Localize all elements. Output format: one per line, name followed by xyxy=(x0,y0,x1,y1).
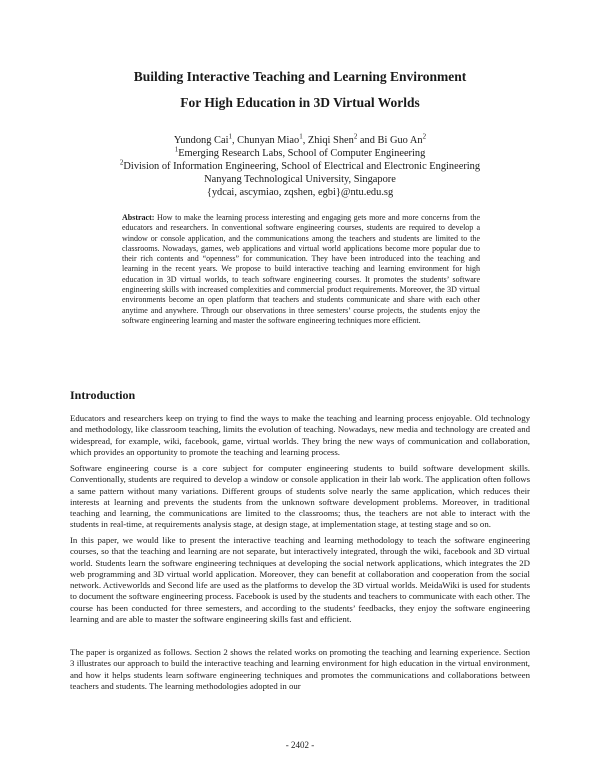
university: Nanyang Technological University, Singapore xyxy=(204,174,396,185)
abstract xyxy=(122,213,480,326)
affiliation-marker: 2 xyxy=(353,132,358,141)
affiliation-marker: 2 xyxy=(422,132,427,141)
author-emails: {ydcai, ascymiao, zqshen, egbi}@ntu.edu.sg xyxy=(206,187,394,198)
page-number: - 2402 - xyxy=(285,740,315,750)
affiliation-marker: 1 xyxy=(228,132,232,141)
affiliation-marker: 1 xyxy=(299,132,303,141)
abstract-label: Abstract: xyxy=(122,213,155,222)
author-name: , Chunyan Miao xyxy=(231,135,300,146)
affiliation-text: Emerging Research Labs, School of Computer Engineering xyxy=(178,148,426,159)
author-name: and Bi Guo An xyxy=(357,135,423,146)
affiliation-2 xyxy=(0,160,600,173)
affiliation-1 xyxy=(0,147,600,160)
section-heading-introduction: Introduction xyxy=(70,388,136,402)
author-name: Yundong Cai xyxy=(173,135,229,146)
author-name: , Zhiqi Shen xyxy=(302,135,354,146)
body-paragraph: In this paper, we would like to present the interactive teaching and learning methodology to teach the software engineering courses, so that the teaching and learning are not separate, but interactively integrated, through the wiki, facebook and 3D virtual world. Students learn the software engineering techniques at developing the social network applications, which integrates the 2D web programming and 3D virtual world application. Moreover, they can benefit at collaboration and cooperation from the social network. Activeworlds and Second life are used as the platforms to develop the 3D virtual worlds. MeidaWiki is used for students to document the software engineering process. Facebook is used by the students and teachers to communicate with each other. The course has been conducted for three semesters, and according to the students’ feedbacks, they enjoy the software engineering learning and are able to master the software engineering skills fast and efficient. xyxy=(70,535,530,624)
author-block xyxy=(0,134,600,199)
paper-title-line-2: For High Education in 3D Virtual Worlds xyxy=(180,95,420,110)
body-paragraph: The paper is organized as follows. Section 2 shows the related works on promoting the teaching and learning experience. Section 3 illustrates our approach to build the interactive teaching and learning environment for high education in the virtual environment, and how it helps students learn software engineering techniques and promotes the communications and collaborations between teachers and students. The learning methodologies adopted in our xyxy=(70,647,530,691)
body-paragraph: Educators and researchers keep on trying to find the ways to make the teaching and learning process enjoyable. Old technology and methodology, like classroom teaching, limits the evolution of teaching. Nowadays, new media and technology are created and widespread, for example, wiki, facebook, game, virtual worlds. They bring the new ways of communication and collaboration, which provides an opportunity to promote the teaching and learning process. xyxy=(70,413,530,457)
affiliation-text: Division of Information Engineering, School of Electrical and Electronic Engineering xyxy=(123,161,481,172)
author-names xyxy=(0,134,600,147)
paper-title-line-1: Building Interactive Teaching and Learning Environment xyxy=(133,69,467,84)
body-paragraph: Software engineering course is a core subject for computer engineering students to build software development skills. Conventionally, students are required to develop a window or console application in their lab work. The application often follows a same pattern without many variations. Different groups of students solve nearly the same application, which reduces their interests at learning and prevents the students from the unknown software development problems. Moreover, in traditional teaching and learning, the communications are limited to the classrooms; thus, the teachers are not able to interact with the students in real-time, at requirements analysis stage, at design stage, at implementation stage, at testing stage and so on. xyxy=(70,463,530,530)
abstract-text: How to make the learning process interesting and engaging gets more and more concerns from the educators and researchers. In conventional software engineering courses, students are required to develop a window or console application, and the communications among the teachers and students are limited to the classrooms. Nowadays, games, web applications and virtual world applications become more popular due to their rich contents and “openness” for communication. They have been introduced into the teaching and learning in the recent years. We propose to build interactive teaching and learning environment for high education in 3D virtual worlds, to teach software engineering courses. It promotes the students’ software engineering skills with increased complexities and commercial product requirements. Moreover, the 3D virtual environments become an open platform that teachers and students communicate and share with each other anytime and anywhere. Through our observations in three semesters’ course projects, the students enjoy the software engineering learning and master the software engineering techniques more efficient. xyxy=(122,213,481,325)
affiliation-marker: 2 xyxy=(119,158,124,167)
affiliation-marker: 1 xyxy=(174,145,179,154)
